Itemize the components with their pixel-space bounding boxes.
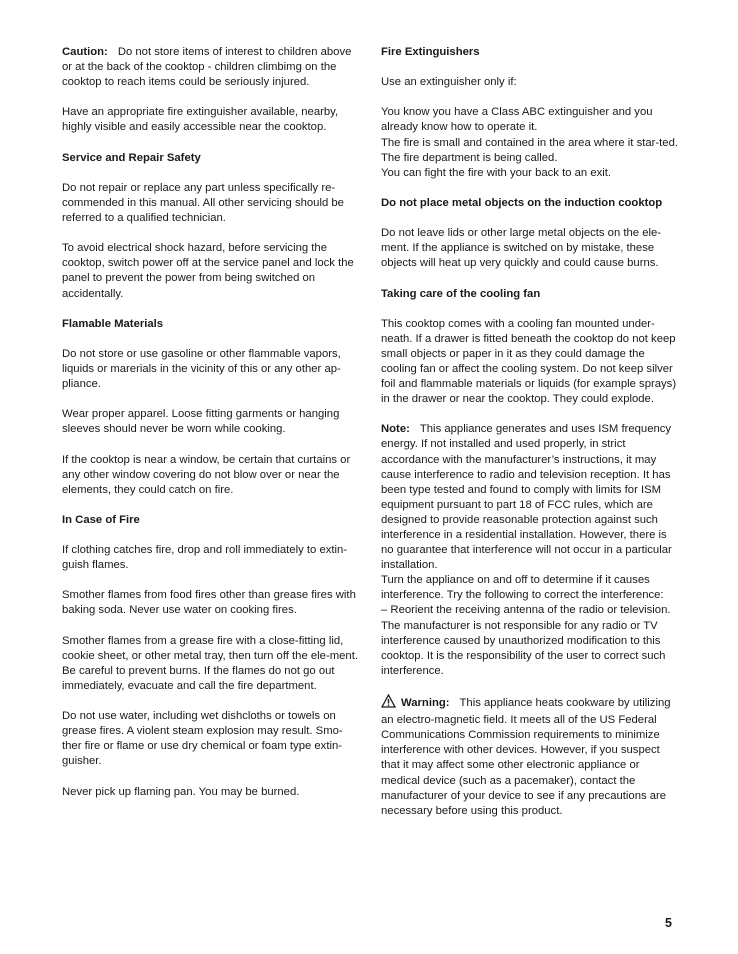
metal-objects-paragraph: Do not leave lids or other large metal objects on the ele-ment. If the appliance is switched on by mistake, these objects will heat up very quickly and could cause burns. bbox=[381, 227, 662, 270]
warning-triangle-icon bbox=[381, 694, 396, 713]
note-text-2: Turn the appliance on and off to determine if it causes interference. Try the following to correct the interference: bbox=[381, 574, 664, 602]
note-paragraph bbox=[381, 422, 679, 679]
extinguisher-note: Have an appropriate fire extinguisher available, nearby, highly visible and easily accessible near the cooktop. bbox=[62, 106, 339, 134]
fire-paragraph-4: Do not use water, including wet dishcloths or towels on grease fires. A violent steam explosion may result. Smo-ther fire or flame or use dry chemical or foam type extin-guisher. bbox=[62, 710, 343, 768]
flamable-paragraph-1: Do not store or use gasoline or other flammable vapors, liquids or marerials in the vicinity of this or any other ap-pliance. bbox=[62, 347, 341, 391]
note-text: This appliance generates and uses ISM frequency energy. If not installed and used properly, in strict accordance with the manufacturer’s instructions, it may cause interference to radio and television reception. It has been type tested and found to comply with limits for ISM equipment pursuant to part 18 of FCC rules, which are designed to provide reasonable protection against such interference in a residential installation. However, there is no guarantee that interference will not occur in a particular installation. bbox=[381, 423, 672, 572]
fire-paragraph-2: Smother flames from food fires other than grease fires with baking soda. Never use water on cooking fires. bbox=[62, 589, 356, 617]
warning-label: Warning: bbox=[401, 697, 450, 710]
caution-text: Do not store items of interest to children above or at the back of the cooktop - children climbimg on the cooktop to reach items could be seriously injured. bbox=[62, 46, 352, 89]
note-label: Note: bbox=[381, 423, 410, 436]
flamable-heading: Flamable Materials bbox=[62, 317, 164, 330]
service-paragraph-2: To avoid electrical shock hazard, before servicing the cooktop, switch power off at the service panel and lock the panel to prevent the power from being switched on accidentally. bbox=[62, 242, 354, 300]
caution-label: Caution: bbox=[62, 46, 108, 58]
caution-paragraph bbox=[62, 45, 360, 90]
fire-heading: In Case of Fire bbox=[62, 513, 140, 526]
extinguisher-condition: You know you have a Class ABC extinguisher and you already know how to operate it. bbox=[381, 106, 653, 134]
service-paragraph-1: Do not repair or replace any part unless specifically re-commended in this manual. All other servicing should be referred to a qualified technician. bbox=[62, 181, 344, 225]
note-text-4: The manufacturer is not responsible for any radio or TV interference caused by unauthorized modification to this cooktop. It is the responsibility of the user to correct such interference. bbox=[381, 619, 666, 677]
flamable-paragraph-3: If the cooktop is near a window, be certain that curtains or any other window covering do not blow over or near the elements, they could catch on fire. bbox=[62, 453, 351, 496]
warning-text: This appliance heats cookware by utilizing an electro-magnetic field. It meets all of the US Federal Communications Commission requirements to minimize interference with other devices. However, if you suspect that it may affect some other electronic appliance or medical device (such as a pacemaker), contact the manufacturer of your device to see if any precautions are necessary before using this product. bbox=[381, 697, 671, 817]
fire-paragraph-3: Smother flames from a grease fire with a close-fitting lid, cookie sheet, or other metal tray, then turn off the ele-ment. Be careful to prevent burns. If the flames do not go out immediately, evacuate and call the fire department. bbox=[62, 634, 358, 692]
fire-paragraph-1: If clothing catches fire, drop and roll immediately to extin-guish flames. bbox=[62, 544, 348, 572]
extinguishers-intro: Use an extinguisher only if: bbox=[381, 76, 517, 89]
warning-paragraph bbox=[381, 694, 679, 819]
extinguisher-condition: You can fight the fire with your back to an exit. bbox=[381, 166, 612, 179]
fire-paragraph-5: Never pick up flaming pan. You may be burned. bbox=[62, 785, 300, 798]
extinguishers-list bbox=[381, 105, 679, 180]
flamable-paragraph-2: Wear proper apparel. Loose fitting garments or hanging sleeves should never be worn while cooking. bbox=[62, 408, 340, 436]
page-number: 5 bbox=[665, 916, 672, 930]
cooling-fan-paragraph: This cooktop comes with a cooling fan mounted under-neath. If a drawer is fitted beneath the cooktop do not keep small objects or paper in it as they could damage the cooling fan or affect the cooling system. Do not keep silver foil and flammable materials or liquids (for example sprays) in the drawer or near the cooktop. They could explode. bbox=[381, 317, 677, 406]
note-text-3: – Reorient the receiving antenna of the radio or television. bbox=[381, 604, 671, 617]
left-column bbox=[62, 45, 360, 815]
extinguisher-condition: The fire department is being called. bbox=[381, 151, 558, 164]
extinguisher-condition: The fire is small and contained in the area where it star-ted. bbox=[381, 136, 679, 149]
cooling-fan-heading: Taking care of the cooling fan bbox=[381, 287, 541, 300]
right-column bbox=[381, 45, 679, 834]
service-heading: Service and Repair Safety bbox=[62, 151, 201, 164]
metal-objects-heading: Do not place metal objects on the induction cooktop bbox=[381, 196, 663, 209]
extinguishers-heading: Fire Extinguishers bbox=[381, 46, 480, 58]
